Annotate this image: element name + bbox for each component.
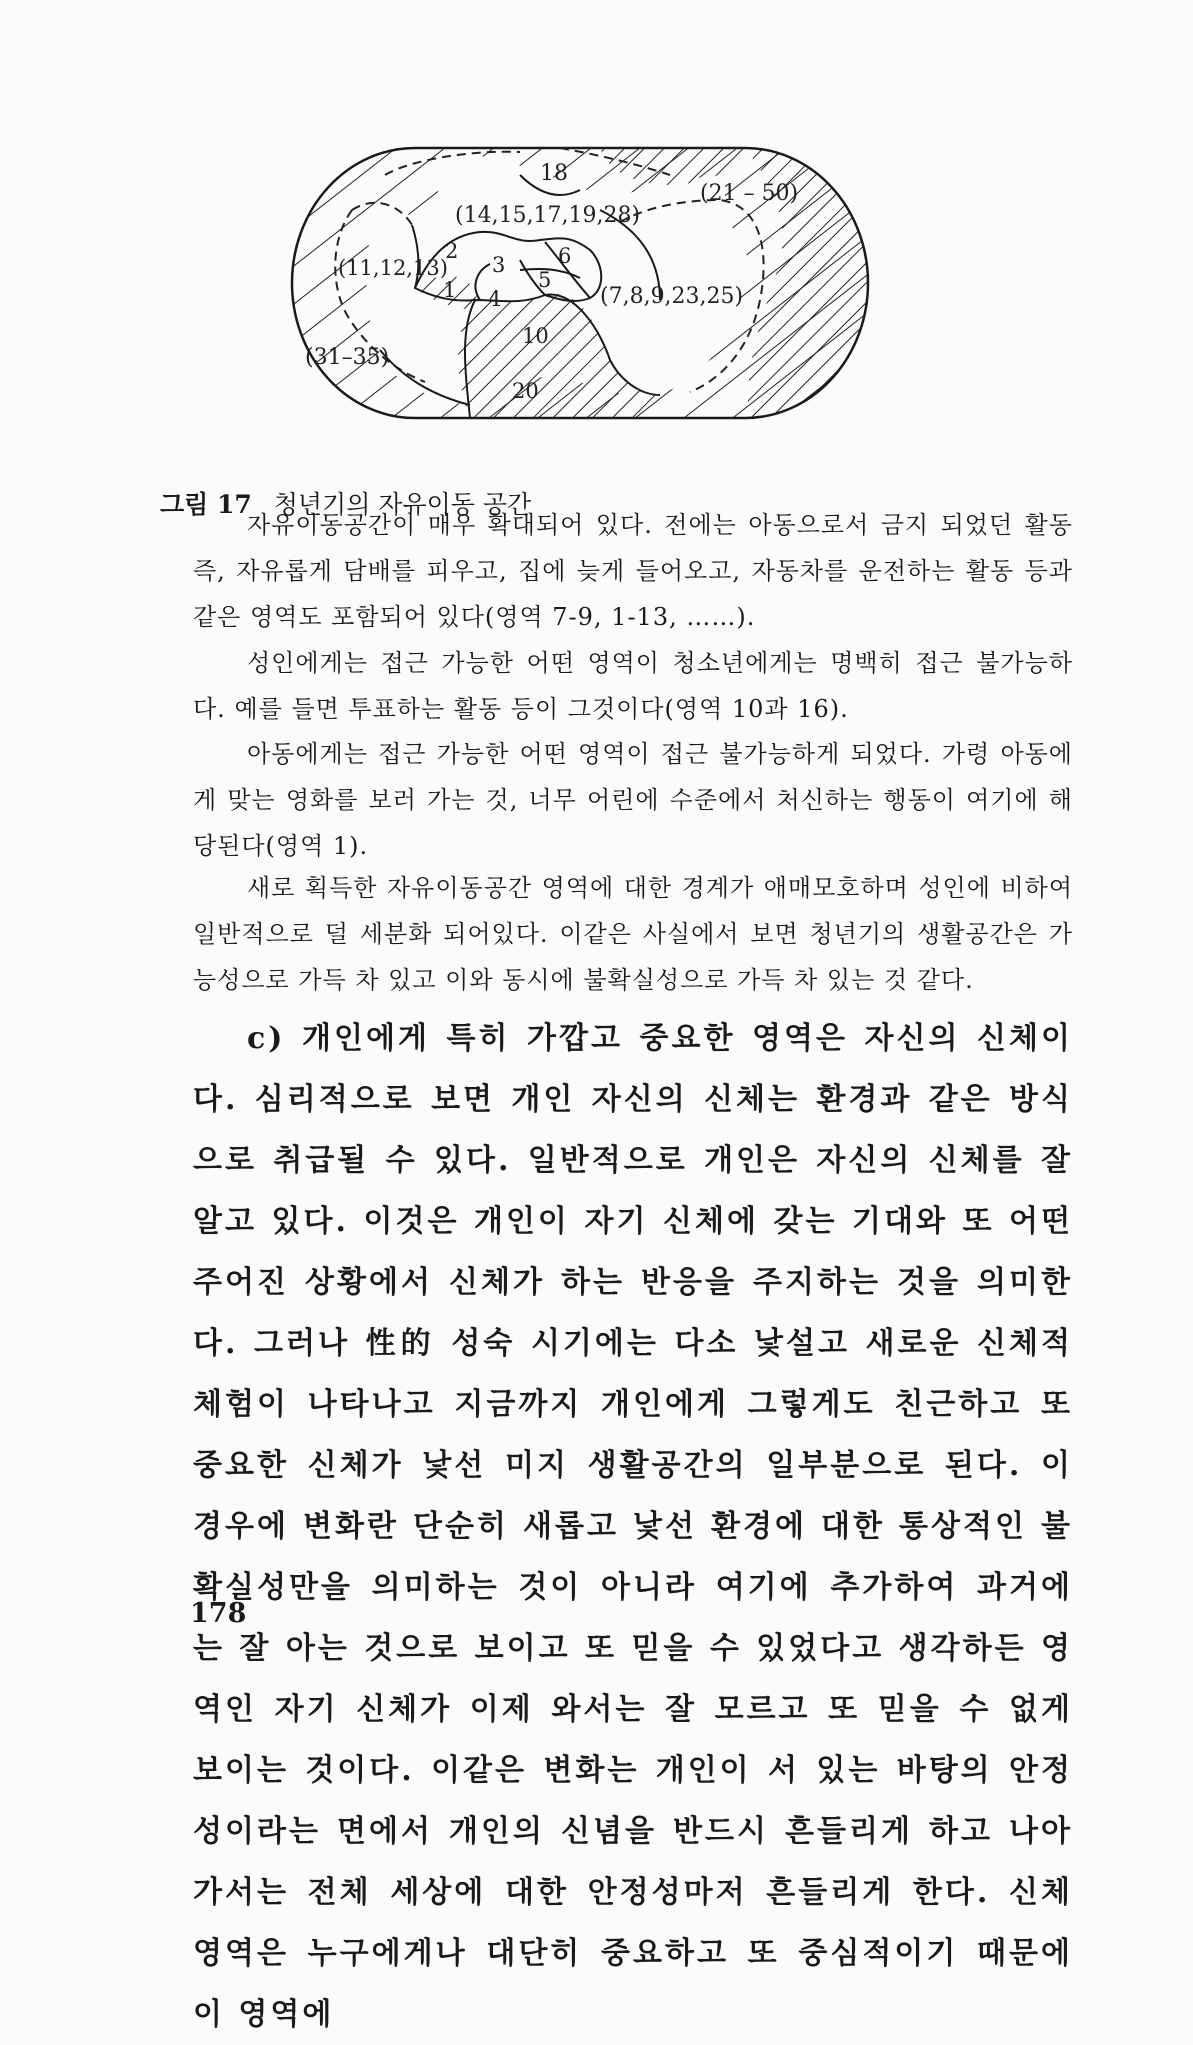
label-14-28: (14,15,17,19,28) xyxy=(455,203,641,228)
label-4: 4 xyxy=(488,287,502,311)
label-21-50: (21 – 50) xyxy=(700,181,799,206)
label-1: 1 xyxy=(443,278,457,302)
label-6: 6 xyxy=(558,244,572,268)
paragraph-5: c) 개인에게 특히 가깝고 중요한 영역은 자신의 신체이다. 심리적으로 보면 개인 자신의 신체는 환경과 같은 방식으로 취급될 수 있다. 일반적으로 개인은 자신의 신체를 잘 알고 있다. 이것은 개인이 자기 신체에 갖는 기대와 또 어떤 주어진 상황에서 신체가 하는 반응을 주지하는 것을 의미한다. 그러나 性的 성숙 시기에는 다소 낯설고 새로운 신체적 체험이 나타나고 지금까지 개인에게 그렇게도 친근하고 또 중요한 신체가 낯선 미지 생활공간의 일부분으로 된다. 이 경우에 변화란 단순히 새롭고 낯선 환경에 대한 통상적인 불확실성만을 의미하는 것이 아니라 여기에 추가하여 과거에는 잘 아는 것으로 보이고 또 믿을 수 있었다고 생각하든 영역인 자기 신체가 이제 와서는 잘 모르고 또 믿을 수 없게 보이는 것이다. 이같은 변화는 개인이 서 있는 바탕의 안정성이라는 면에서 개인의 신념을 반드시 흔들리게 하고 나아가서는 전체 세상에 대한 안정성마저 흔들리게 한다. 신체 영역은 누구에게나 대단히 중요하고 또 중심적이기 때문에 이 영역에 xyxy=(193,1021,1073,2032)
paragraph-3: 아동에게는 접근 가능한 어떤 영역이 접근 불가능하게 되었다. 가령 아동에게 맞는 영화를 보러 가는 것, 너무 어린에 수준에서 처신하는 행동이 여기에 해당된다(영역 1). xyxy=(193,740,1073,860)
label-31-35: (31–35) xyxy=(305,345,390,370)
life-space-diagram xyxy=(0,0,1193,480)
label-10: 10 xyxy=(522,324,549,348)
paragraph-1: 자유이동공간이 매우 확대되어 있다. 전에는 아동으로서 금지 되었던 활동 즉, 자유롭게 담배를 피우고, 집에 늦게 들어오고, 자동차를 운전하는 활동 등과 같은 영역도 포함되어 있다(영역 7-9, 1-13, ……). xyxy=(193,511,1073,631)
label-11-13: (11,12,13) xyxy=(338,256,448,280)
paragraph-4: 새로 획득한 자유이동공간 영역에 대한 경계가 애매모호하며 성인에 비하여 일반적으로 덜 세분화 되어있다. 이같은 사실에서 보면 청년기의 생활공간은 가능성으로 가득 차 있고 이와 동시에 불확실성으로 가득 차 있는 것 같다. xyxy=(193,874,1073,994)
label-18: 18 xyxy=(540,161,568,186)
figure-caption-label: 그림 17 xyxy=(160,490,252,519)
label-20: 20 xyxy=(512,379,539,403)
paragraph-2: 성인에게는 접근 가능한 어떤 영역이 청소년에게는 명백히 접근 불가능하다. 예를 들면 투표하는 활동 등이 그것이다(영역 10과 16). xyxy=(193,649,1073,723)
label-3: 3 xyxy=(492,253,506,277)
label-5: 5 xyxy=(538,268,552,292)
page-number: 178 xyxy=(190,1598,247,1629)
figure-caption-text: 청년기의 자유이동 공간 xyxy=(273,490,532,519)
label-2: 2 xyxy=(445,239,459,263)
label-7-25: (7,8,9,23,25) xyxy=(600,284,744,309)
